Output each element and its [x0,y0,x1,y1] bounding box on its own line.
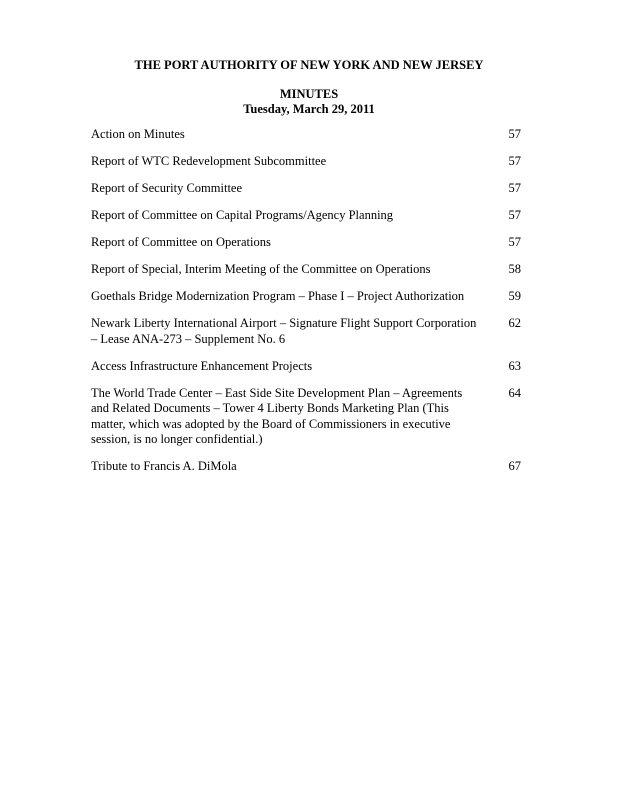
toc-entry [91,459,521,475]
toc-entry [91,262,521,278]
toc-entry [91,386,521,448]
toc-entry-title: The World Trade Center – East Side Site Development Plan – Agreements and Related Documents – Tower 4 Liberty Bonds Marketing Plan (This matter, which was adopted by the Board of Commissioners in executive session, is no longer confidential.) [91,385,463,446]
toc-entry-title: Report of Special, Interim Meeting of the Committee on Operations [91,262,431,276]
toc-entry-page: 57 [508,235,521,249]
toc-entry-page: 59 [508,289,521,303]
toc-entry-page: 57 [508,181,521,195]
toc-entry-title: Goethals Bridge Modernization Program – Phase I – Project Authorization [91,289,465,303]
toc-entry-page: 63 [508,358,521,373]
toc-entry [91,208,521,224]
toc-entry-title: Action on Minutes [91,127,185,141]
document-type: MINUTES [279,87,339,101]
toc-entry [91,154,521,170]
toc-entry [91,289,521,305]
document-heading [0,87,618,116]
toc-entry-page: 57 [508,154,521,168]
toc-entry-title: Access Infrastructure Enhancement Projects [91,358,313,373]
toc-entry-title: Report of Security Committee [91,181,243,195]
toc-entry [91,127,521,143]
toc-entry [91,235,521,251]
toc-entry-title: Report of WTC Redevelopment Subcommittee [91,154,327,168]
table-of-contents [91,127,521,486]
toc-entry-title: Tribute to Francis A. DiMola [91,459,237,473]
toc-entry-page: 62 [508,316,521,330]
toc-entry-page: 67 [508,459,521,473]
toc-entry [91,181,521,197]
meeting-date: Tuesday, March 29, 2011 [243,101,375,116]
toc-entry-title: Report of Committee on Operations [91,235,271,249]
toc-entry-title: Report of Committee on Capital Programs/Agency Planning [91,208,394,222]
toc-entry-page: 57 [508,208,521,222]
toc-entry-page: 57 [508,127,521,141]
toc-entry [91,359,521,375]
toc-entry [91,316,521,347]
organization-title: THE PORT AUTHORITY OF NEW YORK AND NEW JERSEY [134,58,484,72]
toc-entry-title: Newark Liberty International Airport – Signature Flight Support Corporation – Lease ANA-273 – Supplement No. 6 [91,316,477,346]
toc-entry-page: 58 [508,262,521,276]
toc-entry-page: 64 [508,385,521,400]
